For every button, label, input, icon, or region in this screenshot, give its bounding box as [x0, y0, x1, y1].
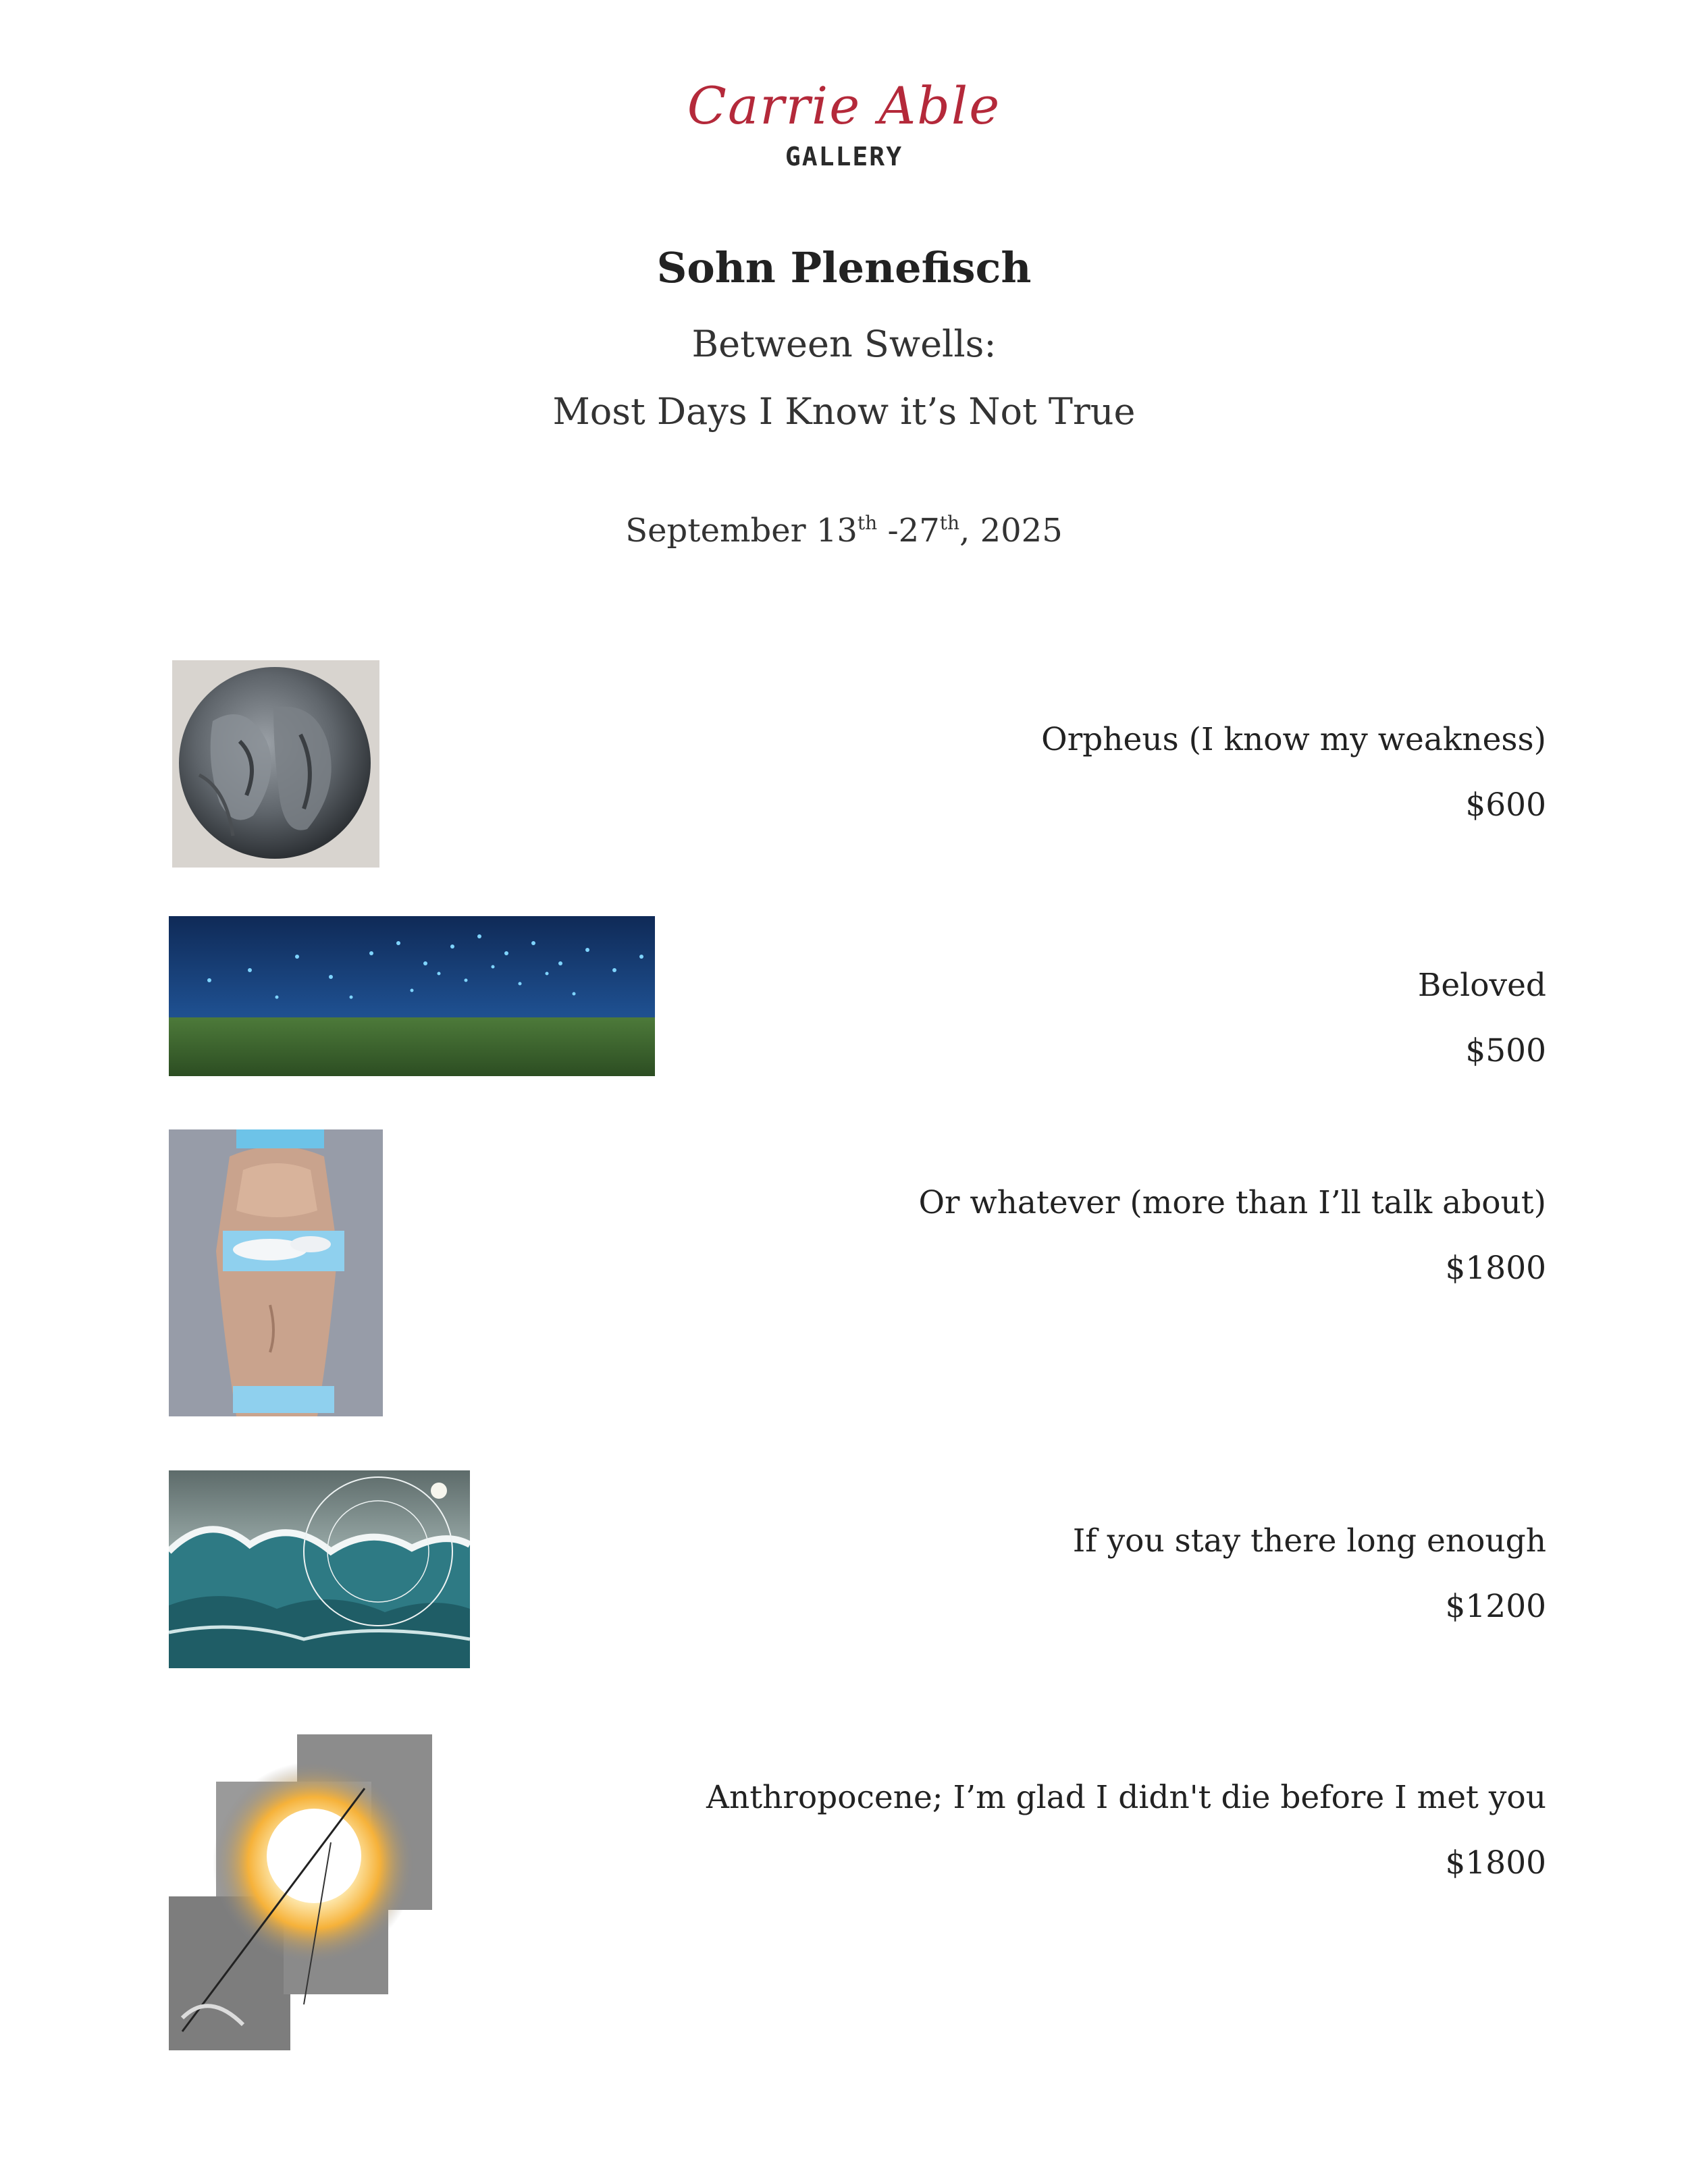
artwork-title: Orpheus (I know my weakness) [1041, 721, 1546, 758]
dates-sup2: th [939, 512, 960, 534]
artwork-title: Anthropocene; I’m glad I didn't die before I met you [706, 1779, 1546, 1816]
exhibition-title-line1: Between Swells: [691, 323, 997, 365]
artwork-price: $500 [1465, 1032, 1546, 1069]
artwork-title: Or whatever (more than I’ll talk about) [918, 1184, 1546, 1221]
artwork-image-anthropocene [169, 1734, 432, 2050]
artwork-price: $1800 [1445, 1844, 1546, 1882]
dates-year: , 2025 [959, 512, 1063, 550]
artist-name: Sohn Plenefisch [656, 243, 1032, 292]
or-whatever-painting [169, 1129, 383, 1416]
gallery-logo-script: Carrie Able [687, 76, 1001, 136]
dates-mid: -27 [877, 512, 940, 550]
anthropocene-painting [169, 1734, 432, 2050]
gallery-logo-word: GALLERY [785, 142, 903, 171]
beloved-painting [169, 916, 655, 1076]
exhibition-title-line2: Most Days I Know it’s Not True [552, 390, 1136, 433]
artwork-price: $1800 [1445, 1250, 1546, 1287]
artwork-title: Beloved [1417, 967, 1546, 1004]
orpheus-painting [172, 660, 379, 868]
artwork-price: $600 [1465, 787, 1546, 824]
artwork-title: If you stay there long enough [1072, 1522, 1546, 1560]
artwork-image-beloved [169, 916, 655, 1076]
artwork-price: $1200 [1445, 1588, 1546, 1625]
stay-there-painting [169, 1470, 470, 1668]
artwork-image-stay-there [169, 1470, 470, 1668]
artwork-image-orpheus [172, 660, 379, 868]
dates-month: September 13 [625, 512, 858, 550]
dates-sup1: th [857, 512, 878, 534]
exhibition-dates [0, 512, 1688, 550]
artwork-image-or-whatever [169, 1129, 383, 1416]
